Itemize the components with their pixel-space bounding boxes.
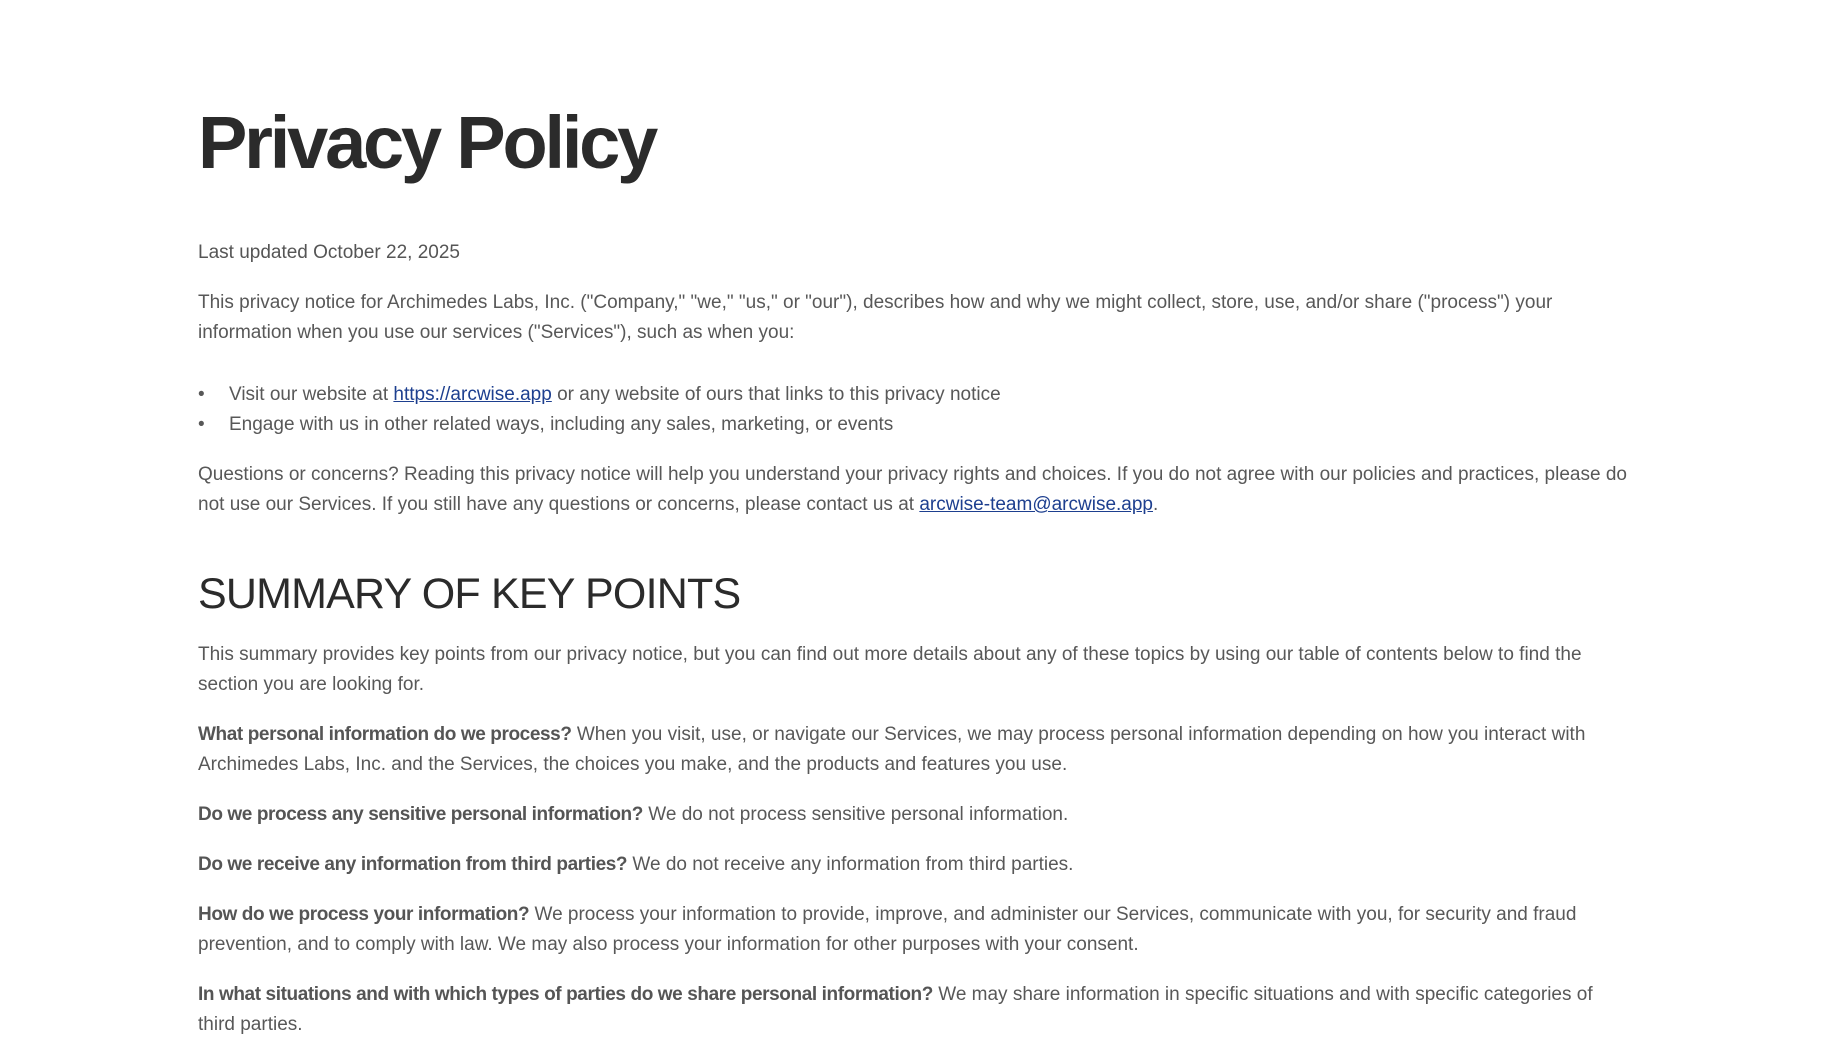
questions-text: Questions or concerns? Reading this privacy notice will help you understand your privacy rights and choices. If you do not agree with our policies and practices, please do not use our Services. If you still have any questions or concerns, please contact us at [198,464,1627,515]
key-point-sensitive-info [198,800,1628,830]
questions-paragraph [198,460,1628,520]
list-item-text: Visit our website at [229,384,394,405]
usage-list [198,380,1628,440]
last-updated-date: Last updated October 22, 2025 [198,242,460,263]
intro-paragraph: This privacy notice for Archimedes Labs, Inc. ("Company," "we," "us," or "our"), describes how and why we might collect, store, use, and/or share ("process") your information when you use our services ("Services"), such as when you: [198,292,1553,343]
bullet-marker: • [198,414,205,435]
key-point-answer: We do not process sensitive personal information. [642,804,1069,825]
key-point-third-parties [198,850,1628,880]
key-point-processing [198,900,1628,960]
list-item-text: Engage with us in other related ways, including any sales, marketing, or events [229,414,894,435]
key-point-personal-info [198,720,1628,780]
key-point-question: In what situations and with which types of parties do we share personal information? [198,984,933,1005]
list-item [198,380,1628,410]
summary-heading: SUMMARY OF KEY POINTS [198,570,741,618]
list-item-text: or any website of ours that links to this privacy notice [551,384,1001,405]
summary-intro-paragraph: This summary provides key points from our privacy notice, but you can find out more details about any of these topics by using our table of contents below to find the section you are looking for. [198,644,1582,695]
website-link[interactable]: https://arcwise.app [393,384,552,405]
key-point-answer: We process your information to provide, improve, and administer our Services, communicate with you, for security and fraud prevention, and to comply with law. We may also process your information for other purposes with your consent. [198,904,1577,955]
questions-end: . [1152,494,1159,515]
key-point-answer: We may share information in specific situations and with specific categories of third parties. [198,984,1593,1035]
privacy-policy-page [198,100,1628,1040]
key-point-question: Do we process any sensitive personal information? [198,804,643,825]
key-point-answer: When you visit, use, or navigate our Services, we may process personal information depending on how you interact with Archimedes Labs, Inc. and the Services, the choices you make, and the products and features you use. [198,724,1586,775]
contact-email-link[interactable]: arcwise-team@arcwise.app [919,494,1153,515]
key-point-sharing [198,980,1628,1040]
key-point-question: What personal information do we process? [198,724,572,745]
list-item [198,410,1628,440]
key-point-question: Do we receive any information from third parties? [198,854,628,875]
key-point-question: How do we process your information? [198,904,530,925]
bullet-marker: • [198,384,205,405]
key-point-answer: We do not receive any information from third parties. [627,854,1074,875]
page-title: Privacy Policy [198,101,656,184]
